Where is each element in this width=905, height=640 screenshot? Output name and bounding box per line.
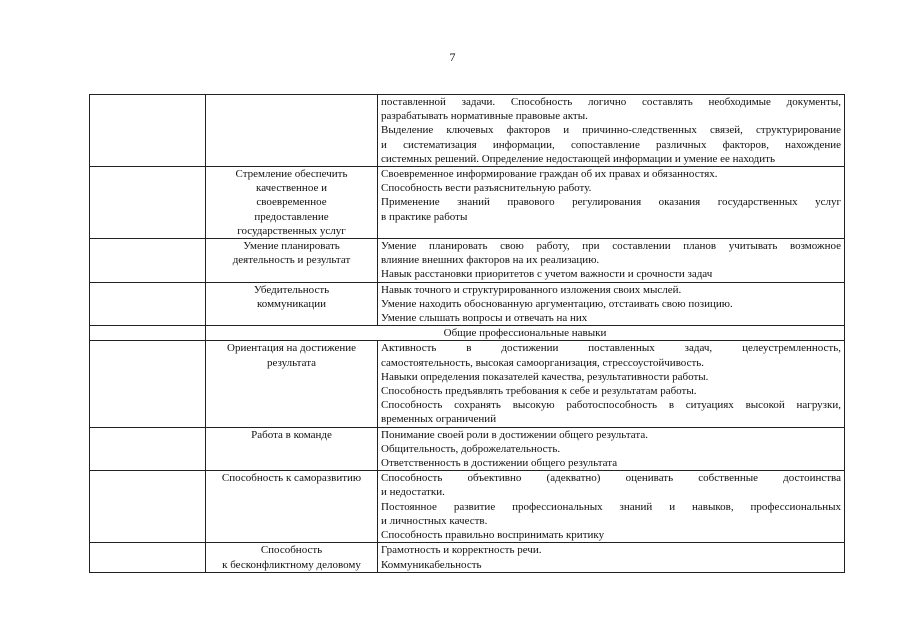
competency-table bbox=[89, 94, 845, 573]
description-line: и личностных качеств. bbox=[381, 514, 488, 527]
table-cell-empty bbox=[90, 326, 206, 341]
description-line: и недостатки. bbox=[381, 486, 445, 499]
description-line: Общительность, доброжелательность. bbox=[381, 442, 561, 455]
description-item bbox=[381, 123, 841, 166]
competency-description bbox=[378, 95, 845, 167]
table-cell-empty bbox=[90, 167, 206, 239]
description-line: Способность объективно (адекватно) оценивать собственные достоинства bbox=[381, 472, 841, 485]
competency-name-line: Стремление обеспечить bbox=[235, 168, 348, 181]
table-row bbox=[90, 167, 845, 239]
description-line: Ответственность в достижении общего результата bbox=[381, 457, 618, 470]
section-title: Общие профессиональные навыки bbox=[206, 326, 845, 341]
description-item bbox=[381, 500, 841, 528]
description-item bbox=[381, 283, 841, 297]
competency-description bbox=[378, 167, 845, 239]
description-line: Способность правильно воспринимать критику bbox=[381, 529, 605, 542]
competency-name bbox=[206, 95, 378, 167]
table-cell-empty bbox=[90, 341, 206, 427]
description-line: Выделение ключевых факторов и причинно-следственных связей, структурирование bbox=[381, 124, 841, 137]
description-line: Способность вести разъяснительную работу. bbox=[381, 182, 592, 195]
table-cell-empty bbox=[90, 427, 206, 471]
table-cell-empty bbox=[90, 95, 206, 167]
description-line: Умение находить обоснованную аргументацию, отстаивать свою позицию. bbox=[381, 297, 733, 310]
page-number: 7 bbox=[449, 50, 456, 64]
competency-name-line: Ориентация на достижение bbox=[227, 342, 356, 355]
table-body-top bbox=[90, 95, 845, 326]
competency-description bbox=[378, 239, 845, 283]
description-line: Умение планировать свою работу, при составлении планов учитывать возможное bbox=[381, 240, 841, 253]
description-line: временных ограничений bbox=[381, 413, 497, 426]
competency-name-line: своевременное bbox=[256, 196, 327, 209]
table-cell-empty bbox=[90, 282, 206, 326]
table-row bbox=[90, 282, 845, 326]
competency-name-line: Умение планировать bbox=[243, 240, 340, 253]
description-item bbox=[381, 456, 841, 470]
competency-name-line: Работа в команде bbox=[251, 428, 332, 441]
description-item bbox=[381, 471, 841, 499]
competency-name-line: Убедительность bbox=[253, 283, 330, 296]
competency-name-line: результата bbox=[266, 356, 317, 369]
description-line: Применение знаний правового регулирования оказания государственных услуг bbox=[381, 196, 841, 209]
competency-name-line: коммуникации bbox=[257, 297, 326, 310]
table-row bbox=[90, 543, 845, 572]
description-item bbox=[381, 398, 841, 426]
competency-name-line: Способность к саморазвитию bbox=[221, 472, 362, 485]
description-line: Активность в достижении поставленных задач, целеустремленность, bbox=[381, 342, 841, 355]
description-item bbox=[381, 95, 841, 123]
competency-description bbox=[378, 471, 845, 543]
description-item bbox=[381, 341, 841, 369]
description-item bbox=[381, 558, 841, 572]
description-line: влияние внешних факторов на их реализацию. bbox=[381, 254, 600, 267]
section-header-body bbox=[90, 326, 845, 341]
description-line: самостоятельность, высокая самоорганизация, стрессоустойчивость. bbox=[381, 356, 705, 369]
description-line: поставленной задачи. Способность логично составлять необходимые документы, bbox=[381, 96, 841, 108]
description-line: Умение слышать вопросы и отвечать на них bbox=[381, 312, 588, 325]
table-row bbox=[90, 341, 845, 427]
table-body-bottom bbox=[90, 341, 845, 572]
competency-name-line: Способность bbox=[260, 544, 323, 557]
description-line: Своевременное информирование граждан об их правах и обязанностях. bbox=[381, 168, 718, 181]
description-item bbox=[381, 195, 841, 223]
description-line: разрабатывать нормативные правовые акты. bbox=[381, 110, 588, 123]
competency-description bbox=[378, 543, 845, 572]
table-cell-empty bbox=[90, 543, 206, 572]
competency-description bbox=[378, 427, 845, 471]
description-line: Способность сохранять высокую работоспособность в ситуациях высокой нагрузки, bbox=[381, 399, 841, 412]
description-line: и систематизация информации, сопоставление различных факторов, нахождение bbox=[381, 138, 841, 151]
description-line: Грамотность и корректность речи. bbox=[381, 544, 542, 557]
competency-name-line: качественное и bbox=[256, 182, 327, 195]
description-item bbox=[381, 543, 841, 557]
description-item bbox=[381, 442, 841, 456]
description-item bbox=[381, 370, 841, 384]
description-line: Понимание своей роли в достижении общего результата. bbox=[381, 428, 648, 441]
description-item bbox=[381, 428, 841, 442]
competency-name bbox=[206, 427, 378, 471]
competency-name bbox=[206, 167, 378, 239]
description-item bbox=[381, 528, 841, 542]
table-cell-empty bbox=[90, 471, 206, 543]
description-item bbox=[381, 297, 841, 311]
description-item bbox=[381, 311, 841, 325]
description-item bbox=[381, 384, 841, 398]
description-line: Коммуникабельность bbox=[381, 558, 482, 571]
description-item bbox=[381, 267, 841, 281]
description-line: в практике работы bbox=[381, 210, 468, 223]
competency-name-line: предоставление bbox=[254, 210, 329, 223]
description-line: Постоянное развитие профессиональных знаний и навыков, профессиональных bbox=[381, 500, 841, 513]
description-item bbox=[381, 181, 841, 195]
competency-name bbox=[206, 471, 378, 543]
table-row bbox=[90, 471, 845, 543]
table-row bbox=[90, 95, 845, 167]
competency-name bbox=[206, 543, 378, 572]
description-line: Навык точного и структурированного изложения своих мыслей. bbox=[381, 283, 682, 296]
description-item bbox=[381, 167, 841, 181]
description-line: Навык расстановки приоритетов с учетом важности и срочности задач bbox=[381, 268, 713, 281]
competency-name bbox=[206, 239, 378, 283]
competency-description bbox=[378, 282, 845, 326]
competency-description bbox=[378, 341, 845, 427]
section-row bbox=[90, 326, 845, 341]
competency-name bbox=[206, 341, 378, 427]
competency-name-line: деятельность и результат bbox=[232, 254, 351, 267]
description-line: системных решений. Определение недостающей информации и умение ее находить bbox=[381, 152, 775, 165]
description-item bbox=[381, 239, 841, 267]
competency-name-line: государственных услуг bbox=[237, 224, 346, 237]
competency-name-line: к бесконфликтному деловому bbox=[222, 558, 361, 571]
description-line: Навыки определения показателей качества, результативности работы. bbox=[381, 370, 709, 383]
competency-name bbox=[206, 282, 378, 326]
description-line: Способность предъявлять требования к себе и результатам работы. bbox=[381, 385, 697, 398]
table-row bbox=[90, 239, 845, 283]
table-row bbox=[90, 427, 845, 471]
table-cell-empty bbox=[90, 239, 206, 283]
